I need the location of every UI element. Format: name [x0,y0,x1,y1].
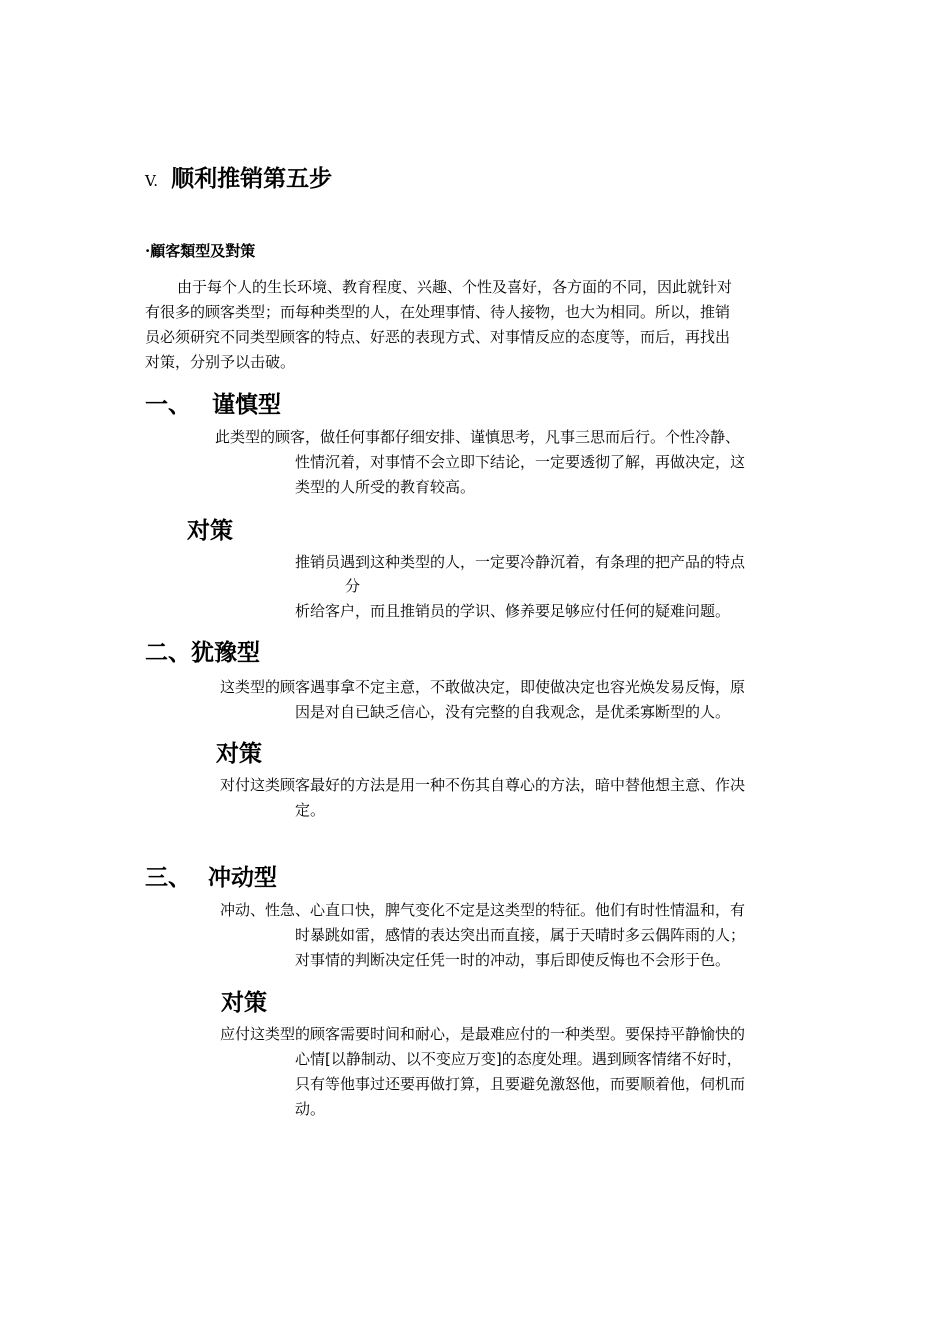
section-desc-line: 冲动、性急、心直口快，脾气变化不定是这类型的特征。他们有时性情温和，有 [220,901,746,919]
page-title [145,160,332,193]
section-desc-line: 此类型的顾客，做任何事都仔细安排、谨慎思考，凡事三思而后行。个性冷静、 [215,428,741,446]
section-desc-line: 因是对自已缺乏信心，没有完整的自我观念，是优柔寡断型的人。 [295,703,731,721]
section-desc-line: 类型的人所受的教育较高。 [295,478,476,496]
section-number: 三、 [145,865,191,891]
section-heading [145,386,281,419]
title-text: 顺利推销第五步 [171,166,333,192]
section-heading [145,859,277,892]
intro-line: 员必须研究不同类型顾客的特点、好恶的表现方式、对事情反应的态度等，而后，再找出 [145,328,731,346]
strategy-line: 定。 [295,801,326,819]
strategy-line: 对付这类顾客最好的方法是用一种不伤其自尊心的方法，暗中替他想主意、作决 [220,776,746,794]
section-desc-line: 对事情的判断决定任凭一时的冲动，事后即使反悔也不会形于色。 [295,951,731,969]
section-name: 冲动型 [208,865,277,891]
strategy-heading: 对策 [221,990,267,1016]
strategy-line: 心情[以静制动、以不变应万变]的态度处理。遇到顾客情绪不好时， [295,1050,742,1068]
strategy-line: 分 [345,577,361,595]
strategy-line: 动。 [295,1100,326,1118]
subtitle: ·顧客類型及對策 [145,242,256,260]
section-name: 谨慎型 [212,392,281,418]
section-desc-line: 性情沉着，对事情不会立即下结论，一定要透彻了解，再做决定，这 [295,453,746,471]
strategy-heading: 对策 [187,518,233,544]
strategy-line: 只有等他事过还要再做打算，且要避免激怒他，而要顺着他，伺机而 [295,1075,746,1093]
intro-line: 对策，分别予以击破。 [145,353,296,371]
strategy-line: 应付这类型的顾客需要时间和耐心，是最难应付的一种类型。要保持平静愉快的 [220,1025,746,1043]
intro-line: 由于每个人的生长环境、教育程度、兴趣、个性及喜好，各方面的不同，因此就针对 [177,278,733,296]
strategy-line: 析给客户，而且推销员的学识、修养要足够应付任何的疑难问题。 [295,602,731,620]
strategy-line: 推销员遇到这种类型的人，一定要冷静沉着，有条理的把产品的特点 [295,553,746,571]
section-heading [145,634,260,667]
section-desc-line: 这类型的顾客遇事拿不定主意，不敢做决定，即使做决定也容光焕发易反悔，原 [220,678,746,696]
section-desc-line: 时暴跳如雷，感情的表达突出而直接，属于天晴时多云偶阵雨的人； [295,926,746,944]
strategy-heading: 对策 [216,741,262,767]
section-name: 犹豫型 [191,640,260,666]
title-prefix: V. [145,172,158,190]
section-number: 一、 [145,392,191,418]
intro-line: 有很多的顾客类型；而每种类型的人，在处理事情、待人接物，也大为相同。所以，推销 [145,303,731,321]
section-number: 二、 [145,640,191,666]
